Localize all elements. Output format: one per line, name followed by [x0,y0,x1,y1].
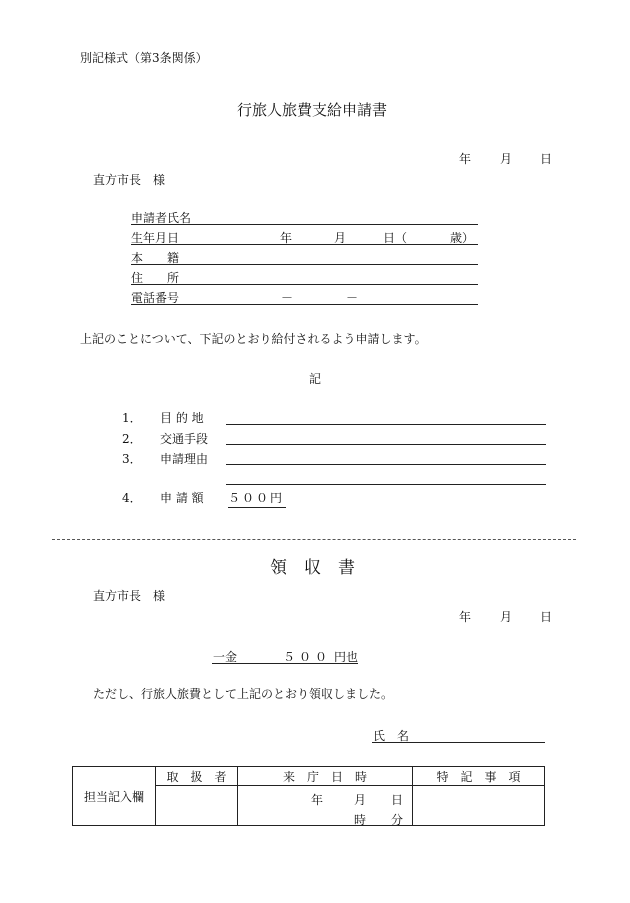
item-2-label: 交通手段 [160,432,209,446]
amount-value: ５００円 [228,489,286,508]
staff-row-header: 担当記入欄 [73,767,156,826]
item-3-line[interactable] [226,464,546,465]
sum-suffix: 円也 [334,650,359,664]
birth-label: 生年月日 [131,231,180,245]
birth-month: 月 [334,231,347,245]
phone-line[interactable] [131,304,478,305]
applicant-name-label: 申請者氏名 [131,211,192,225]
visit-minute: 分 [391,812,404,827]
address-line[interactable] [131,284,478,285]
col-notes: 特 記 事 項 [413,767,545,786]
visit-cell[interactable] [238,786,413,826]
applicant-name-line[interactable] [131,224,478,225]
phone-label: 電話番号 [131,291,180,305]
domicile-line[interactable] [131,264,478,265]
sum-prefix: 一金 [213,650,238,664]
visit-month: 月 [354,792,367,807]
addressee: 直方市長 様 [93,173,166,187]
visit-year: 年 [311,792,324,807]
visit-day: 日 [391,792,404,807]
date-day: 日 [540,152,553,166]
item-1-label: 目 的 地 [160,411,204,425]
phone-sep-2: － [346,291,359,305]
col-handler: 取 扱 者 [156,767,238,786]
date-year: 年 [459,152,472,166]
receipt-title: 領 収 書 [270,558,355,578]
col-visit: 来 庁 日 時 [238,767,413,786]
receipt-date-month: 月 [500,610,513,624]
sum-underline [212,663,358,664]
sum-amount: ５００ [283,650,332,664]
address-label: 住 所 [131,271,180,285]
item-3-label: 申請理由 [160,452,209,466]
item-2-num: 2． [122,432,142,446]
domicile-label: 本 籍 [131,251,180,265]
item-1-num: 1． [122,411,142,425]
receipt-date-day: 日 [540,610,553,624]
page-title: 行旅人旅費支給申請書 [237,101,388,119]
birth-line[interactable] [131,244,478,245]
cut-line [52,539,576,540]
ki-heading: 記 [309,372,322,386]
birth-year: 年 [280,231,293,245]
birth-age: 歳） [450,231,475,245]
item-3-line-2[interactable] [226,484,546,485]
item-3-num: 3． [122,452,142,466]
item-4-label: 申 請 額 [160,491,204,505]
item-1-line[interactable] [226,424,546,425]
date-month: 月 [500,152,513,166]
item-4-num: 4． [122,491,142,505]
handler-cell[interactable] [156,786,238,826]
receipt-name-line[interactable] [372,742,545,743]
notes-cell[interactable] [413,786,545,826]
item-2-line[interactable] [226,444,546,445]
receipt-name-label: 氏 名 [373,729,410,743]
birth-day: 日（ [383,231,408,245]
phone-sep-1: － [281,291,294,305]
staff-table [72,766,545,826]
receipt-note: ただし、行旅人旅費として上記のとおり領収しました。 [93,687,394,701]
visit-hour: 時 [354,812,367,827]
receipt-date-year: 年 [459,610,472,624]
request-text: 上記のことについて、下記のとおり給付されるよう申請します。 [80,332,427,346]
form-label: 別記様式（第3条関係） [80,51,208,65]
receipt-addressee: 直方市長 様 [93,589,166,603]
